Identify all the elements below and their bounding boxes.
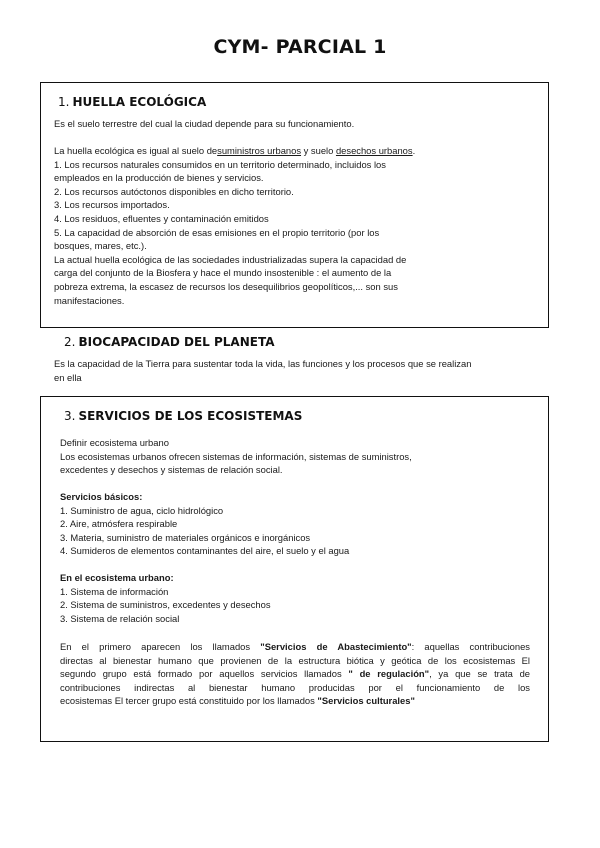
section-1-title: HUELLA ECOLÓGICA	[72, 95, 207, 109]
section-2-text: en ella	[54, 371, 82, 383]
services-paragraph-line	[60, 694, 530, 708]
section-1-number: 1.	[58, 95, 70, 109]
section-1-item: 2. Los recursos autóctonos disponibles en dicho territorio.	[54, 185, 294, 197]
services-paragraph-line: contribuciones indirectas al bienestar humano producidas por el funcionamiento de los	[60, 681, 530, 693]
section-1-item: 4. Los residuos, efluentes y contaminación emitidos	[54, 213, 269, 224]
para-text: segundo grupo está formado por aquellos servicios llamados	[60, 668, 349, 680]
section-1-item: 3. Los recursos importados.	[54, 199, 170, 211]
urban-ecosystem-item: 2. Sistema de suministros, excedentes y desechos	[60, 599, 271, 611]
section-1-item: 5. La capacidad de absorción de esas emisiones en el propio territorio (por los	[54, 226, 380, 238]
section-1-item: empleados en la producción de bienes y servicios.	[54, 172, 264, 184]
urban-ecosystem-item: 3. Sistema de relación social	[60, 612, 180, 624]
services-paragraph-line: directas al bienestar humano que provienen de la estructura biótica y geótica de los ecosistemas El	[60, 654, 530, 666]
section-2-number: 2.	[64, 335, 76, 349]
basic-service-item: 3. Materia, suministro de materiales orgánicos e inorgánicos	[60, 531, 311, 543]
page-title: CYM- PARCIAL 1	[213, 36, 387, 58]
section-1-intro	[54, 144, 415, 158]
para-text: ecosistemas El tercer grupo está constituido por los llamados	[60, 695, 318, 707]
desechos-urbanos-link: desechos urbanos	[335, 145, 413, 156]
section-3-number: 3.	[64, 409, 76, 423]
section-2-title: BIOCAPACIDAD DEL PLANETA	[78, 335, 275, 349]
section-1-closing: manifestaciones.	[54, 294, 125, 306]
urban-ecosystem-item: 1. Sistema de información	[60, 585, 169, 597]
intro-mid-text: y suelo	[301, 145, 336, 156]
section-1-item: bosques, mares, etc.).	[54, 240, 147, 252]
para-text: En el primero aparecen los llamados	[60, 641, 261, 652]
services-paragraph-line	[60, 640, 530, 654]
section-2-text: Es la capacidad de la Tierra para sustentar toda la vida, las funciones y los procesos que se realizan	[54, 358, 472, 369]
basic-service-item: 4. Sumideros de elementos contaminantes del aire, el suelo y el agua	[60, 545, 350, 557]
para-text: , ya que se trata de	[429, 668, 530, 680]
section-1-closing: La actual huella ecológica de las sociedades industrializadas supera la capacidad de	[54, 253, 407, 265]
section-1-item: 1. Los recursos naturales consumidos en un territorio determinado, incluidos los	[54, 158, 386, 170]
section-1-definition: Es el suelo terrestre del cual la ciudad depende para su funcionamiento.	[54, 118, 355, 129]
section-3-intro: Definir ecosistema urbano	[60, 437, 169, 448]
basic-services-title: Servicios básicos:	[60, 491, 143, 502]
suministros-urbanos-link: suministros urbanos	[217, 145, 302, 156]
section-2-heading	[64, 335, 275, 349]
section-1-closing: pobreza extrema, la escasez de recursos los desequilibrios geopolíticos,... son sus	[54, 281, 398, 292]
section-3-heading	[64, 409, 302, 423]
regulacion-term: " de regulación"	[348, 668, 430, 680]
basic-service-item: 2. Aire, atmósfera respirable	[60, 518, 178, 530]
basic-service-item: 1. Suministro de agua, ciclo hidrológico	[60, 504, 224, 516]
urban-ecosystem-title: En el ecosistema urbano:	[60, 572, 174, 583]
intro-end-text: .	[412, 145, 416, 156]
section-3-intro: excedentes y desechos y sistemas de relación social.	[60, 464, 283, 476]
culturales-term: "Servicios culturales"	[317, 695, 415, 707]
para-text: : aquellas contribuciones	[411, 641, 530, 652]
section-3-intro: Los ecosistemas urbanos ofrecen sistemas de información, sistemas de suministros,	[60, 450, 412, 462]
intro-text: La huella ecológica es igual al suelo de	[54, 145, 218, 156]
section-1-heading	[58, 95, 206, 109]
section-1-closing: carga del conjunto de la Biosfera y hace el mundo insostenible : el aumento de la	[54, 267, 392, 279]
section-3-title: SERVICIOS DE LOS ECOSISTEMAS	[78, 409, 303, 423]
abastecimiento-term: "Servicios de Abastecimiento"	[260, 641, 412, 652]
services-paragraph-line	[60, 667, 530, 681]
